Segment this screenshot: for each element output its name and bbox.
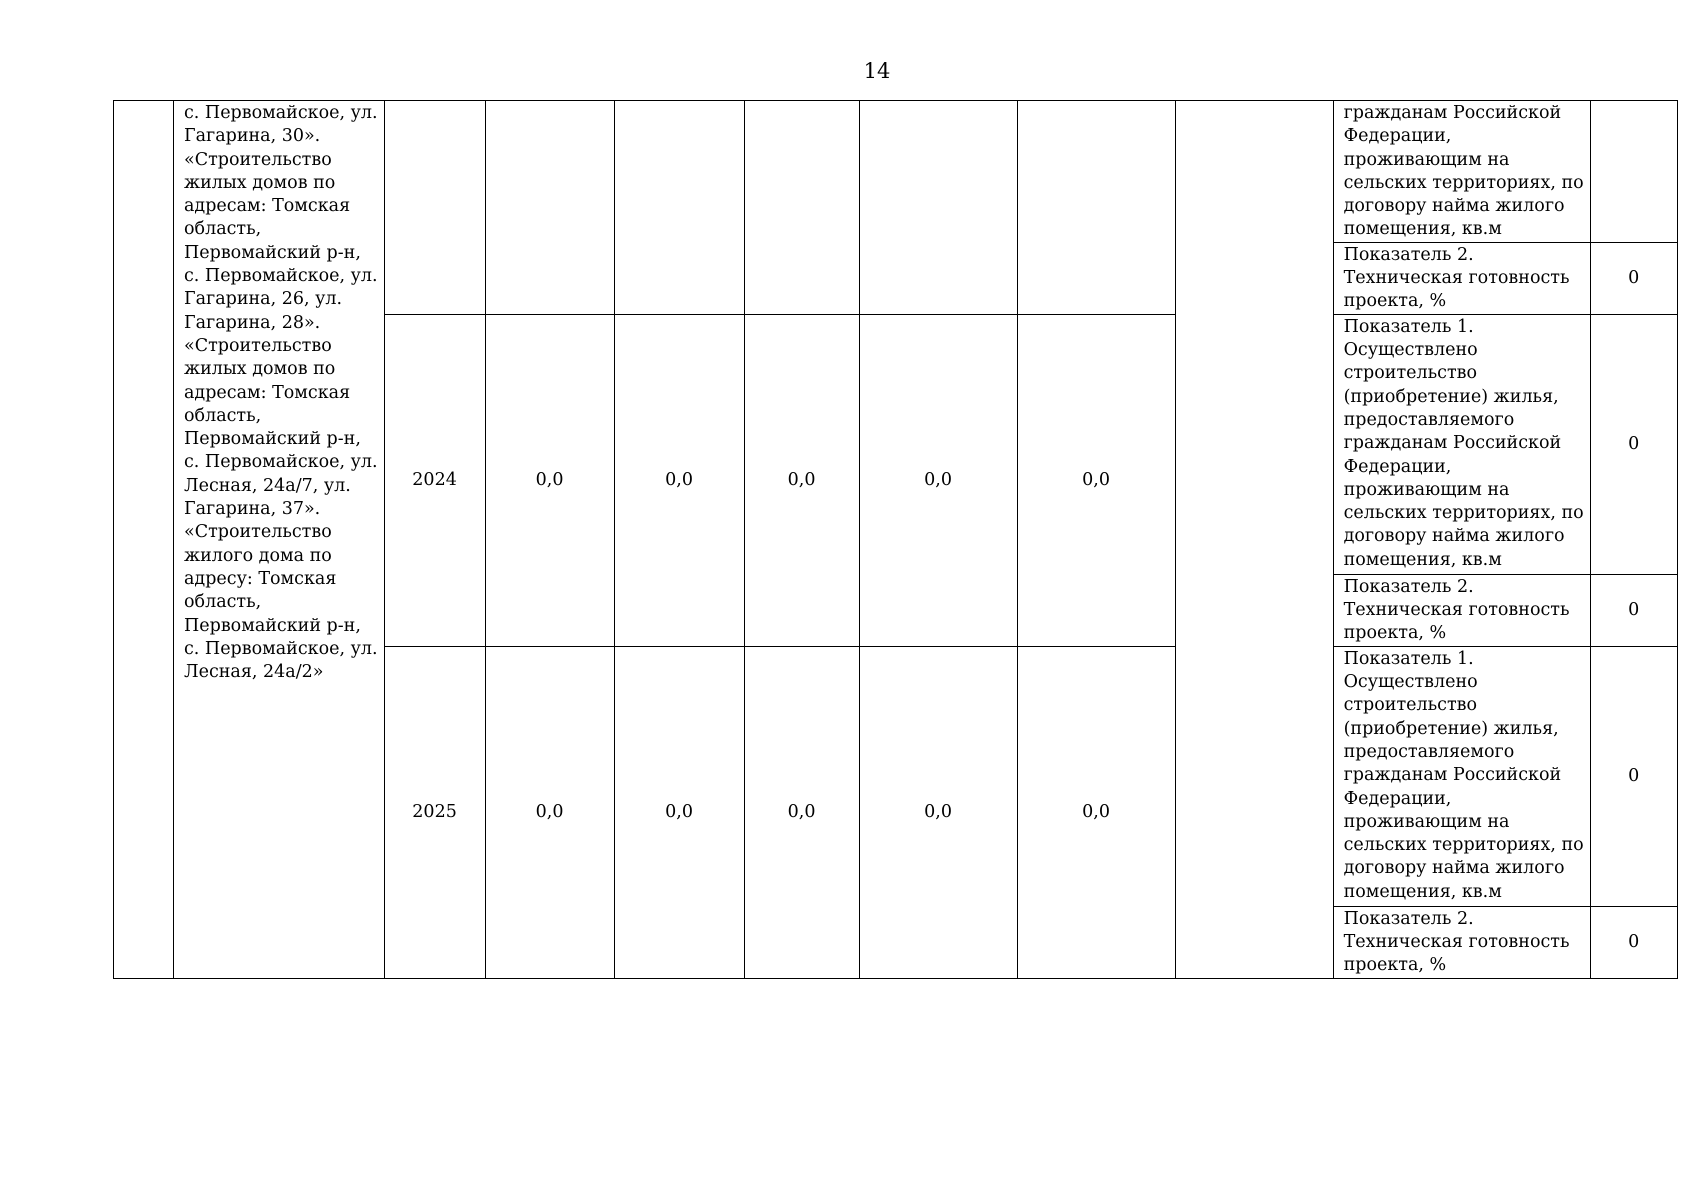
indicator-cell: Показатель 1. Осуществлено строительство (приобретение) жилья, предоставляемого гражданам Российской Федерации, проживающим на сельских территориях, по договору найма жилого помещения, кв.м bbox=[1333, 646, 1590, 906]
value-cell: 0,0 bbox=[1017, 646, 1175, 978]
indicator-value-cell: 0 bbox=[1590, 574, 1677, 646]
indicator-cell: Показатель 2. Техническая готовность проекта, % bbox=[1333, 242, 1590, 314]
value-cell: 0,0 bbox=[744, 646, 859, 978]
value-cell: 0,0 bbox=[859, 646, 1017, 978]
executor-cell bbox=[1175, 101, 1333, 979]
indicator-value-cell: 0 bbox=[1590, 314, 1677, 574]
object-address-cell: с. Первомайское, ул. Гагарина, 30». «Строительство жилых домов по адресам: Томская область, Первомайский р-н, с. Первомайское, ул. Гагарина, 26, ул. Гагарина, 28». «Строительство жилых домов по адресам: Томская область, Первомайский р-н, с. Первомайское, ул. Лесная, 24а/7, ул. Гагарина, 37». «Строительство жилого дома по адресу: Томская область, Первомайский р-н, с. Первомайское, ул. Лесная, 24а/2» bbox=[174, 101, 385, 979]
value-cell: 0,0 bbox=[744, 314, 859, 646]
year-cell bbox=[384, 101, 485, 315]
indicator-value-cell: 0 bbox=[1590, 646, 1677, 906]
value-cell: 0,0 bbox=[614, 646, 744, 978]
value-cell: 0,0 bbox=[485, 646, 614, 978]
value-cell: 0,0 bbox=[485, 314, 614, 646]
table-row bbox=[114, 101, 1678, 243]
value-cell: 0,0 bbox=[1017, 314, 1175, 646]
indicator-value-cell: 0 bbox=[1590, 906, 1677, 978]
row-number-cell bbox=[114, 101, 174, 979]
value-cell bbox=[1017, 101, 1175, 315]
value-cell bbox=[614, 101, 744, 315]
value-cell bbox=[859, 101, 1017, 315]
indicator-cell: Показатель 1. Осуществлено строительство (приобретение) жилья, предоставляемого гражданам Российской Федерации, проживающим на сельских территориях, по договору найма жилого помещения, кв.м bbox=[1333, 314, 1590, 574]
year-cell: 2024 bbox=[384, 314, 485, 646]
year-cell: 2025 bbox=[384, 646, 485, 978]
value-cell bbox=[744, 101, 859, 315]
indicator-cell: Показатель 2. Техническая готовность проекта, % bbox=[1333, 574, 1590, 646]
indicator-cell: гражданам Российской Федерации, проживающим на сельских территориях, по договору найма жилого помещения, кв.м bbox=[1333, 101, 1590, 243]
indicator-value-cell bbox=[1590, 101, 1677, 243]
page-number: 14 bbox=[863, 59, 891, 83]
value-cell bbox=[485, 101, 614, 315]
value-cell: 0,0 bbox=[614, 314, 744, 646]
indicator-cell: Показатель 2. Техническая готовность проекта, % bbox=[1333, 906, 1590, 978]
value-cell: 0,0 bbox=[859, 314, 1017, 646]
indicator-value-cell: 0 bbox=[1590, 242, 1677, 314]
program-table bbox=[113, 100, 1678, 979]
